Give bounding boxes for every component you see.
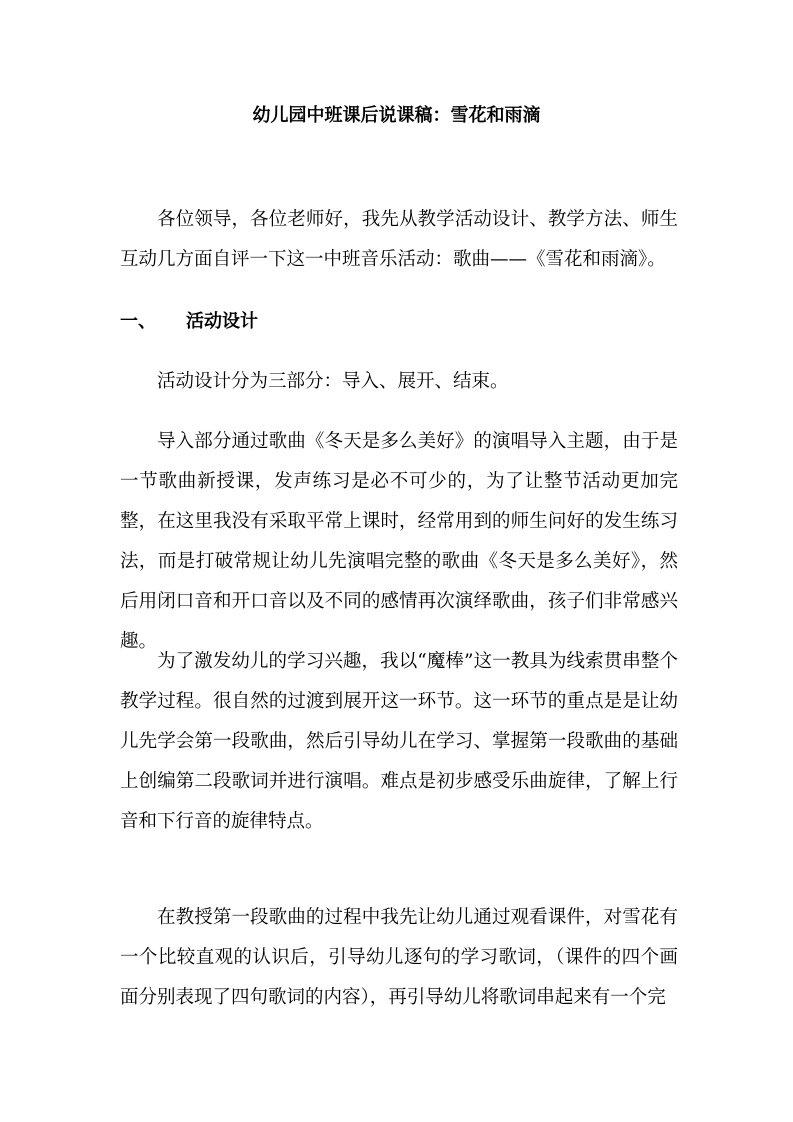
- intro-paragraph: 各位领导，各位老师好，我先从教学活动设计、教学方法、师生互动几方面自评一下这一中班音乐活动：歌曲——《雪花和雨滴》。: [120, 209, 678, 270]
- section-number: 一、: [120, 311, 156, 332]
- paragraph-interest: 为了激发幼儿的学习兴趣，我以“魔棒”这一教具为线索贯串整个教学过程。很自然的过渡到展开这一环节。这一环节的重点是是让幼儿先学会第一段歌曲，然后引导幼儿在学习、掌握第一段歌曲的基础上创编第二段歌词并进行演唱。难点是初步感受乐曲旋律，了解上行音和下行音的旋律特点。: [120, 651, 678, 832]
- document-title: 幼儿园中班课后说课稿：雪花和雨滴: [252, 105, 541, 126]
- paragraph-structure: 活动设计分为三部分：导入、展开、结束。: [157, 371, 509, 392]
- paragraph-introduction: 导入部分通过歌曲《冬天是多么美好》的演唱导入主题，由于是一节歌曲新授课，发声练习是必不可少的，为了让整节活动更加完整，在这里我没有采取平常上课时，经常用到的师生问好的发生练习法，而是打破常规让幼儿先演唱完整的歌曲《冬天是多么美好》，然后用闭口音和开口音以及不同的感情再次演绎歌曲，孩子们非常感兴趣。: [120, 431, 678, 652]
- paragraph-teaching: 在教授第一段歌曲的过程中我先让幼儿通过观看课件，对雪花有一个比较直观的认识后，引导幼儿逐句的学习歌词，（课件的四个画面分别表现了四句歌词的内容），再引导幼儿将歌词串起来有一个完: [120, 907, 678, 1008]
- section-heading-text: 活动设计: [186, 311, 258, 332]
- section-heading: [120, 306, 258, 338]
